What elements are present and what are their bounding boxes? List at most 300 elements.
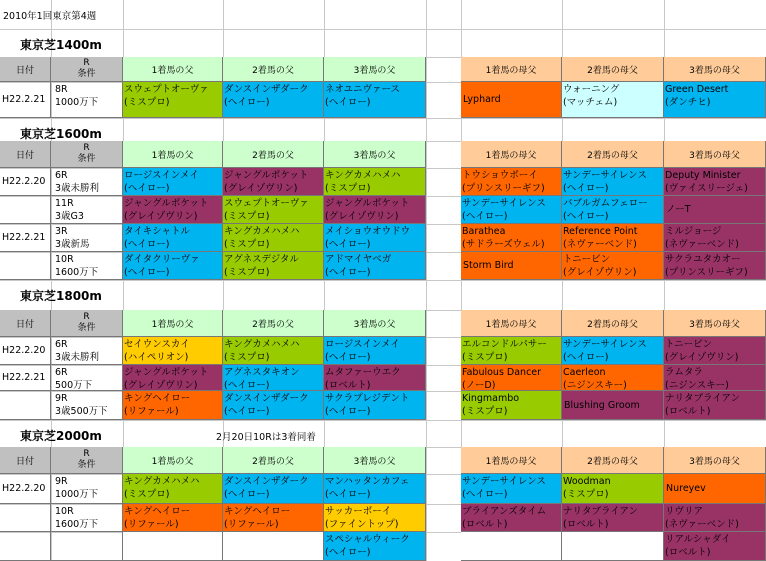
sire-column-header: [223, 310, 324, 337]
sire-name: キングヘイロー: [224, 506, 291, 517]
dam-sire-cell: [664, 168, 766, 196]
dam-sire-cell: [664, 365, 766, 391]
race-date-text: H22.2.20: [2, 483, 46, 494]
sire-cell: [324, 196, 426, 224]
dam-sire-cell: [562, 82, 664, 118]
sire-name: サッカーボーイ: [325, 506, 392, 517]
condition-header-label: 条件: [77, 460, 96, 470]
race-info: [51, 224, 123, 252]
race-info: [51, 474, 123, 504]
dam-sire-cell: [461, 391, 562, 420]
dam-sire-cell: [461, 365, 562, 391]
dam-sire-header-label: 1着馬の母父: [485, 456, 537, 467]
condition-header-label: 条件: [77, 69, 96, 79]
sire-cell: [123, 337, 223, 365]
sire-cell: [223, 224, 324, 252]
dam-sire-cell: [461, 82, 562, 118]
dam-sire-name: リヴリア: [665, 506, 704, 517]
race-date: [0, 196, 51, 224]
race-header-label: R: [83, 312, 90, 322]
dam-sire-header-label: 3着馬の母父: [689, 319, 740, 330]
dam-sire-header-label: 2着馬の母父: [587, 65, 638, 76]
dam-sire-lineage: (ヴァイスリージェ): [665, 183, 748, 194]
sire-name: ジャングルポケット: [124, 367, 209, 378]
dam-sire-name: Reference Point: [563, 226, 638, 237]
race-date: [0, 504, 51, 532]
dam-sire-cell: [562, 252, 664, 280]
sire-cell: [123, 474, 223, 504]
race-condition: 3歳500万下: [55, 406, 108, 417]
sire-lineage: (ヘイロー): [325, 547, 371, 558]
sire-lineage: (ヘイロー): [325, 267, 371, 278]
race-number: 6R: [55, 367, 68, 378]
dam-sire-name: エルコンドルパサー: [462, 339, 547, 350]
dam-sire-lineage: (ヘイロー): [563, 352, 609, 363]
sire-name: キングカメハメハ: [325, 170, 401, 181]
dam-sire-lineage: (グレイゾヴリン): [665, 352, 739, 363]
sire-column-header: [324, 310, 426, 337]
race-info: [51, 504, 123, 532]
dam-sire-lineage: (ロベルト): [563, 519, 609, 530]
sire-header-label: 3着馬の父: [353, 456, 396, 467]
sire-cell: [324, 168, 426, 196]
sire-header-label: 3着馬の父: [353, 150, 396, 161]
race-header-label: R: [83, 58, 90, 68]
race-date: [0, 337, 51, 365]
sire-cell: [223, 196, 324, 224]
date-column-header: [0, 447, 51, 474]
race-date: [0, 532, 51, 561]
race-number: 10R: [55, 254, 74, 265]
gridline: [0, 118, 766, 119]
dam-sire-column-header: [461, 141, 562, 168]
dam-sire-lineage: (ミスプロ): [462, 406, 508, 417]
sire-name: ダンスインザダーク: [224, 84, 309, 95]
sire-lineage: (ミスプロ): [224, 211, 270, 222]
sire-lineage: (ヘイロー): [224, 406, 270, 417]
dam-sire-name: サンデーサイレンス: [563, 339, 647, 350]
race-info: [51, 168, 123, 196]
dam-sire-column-header: [562, 310, 664, 337]
dam-sire-lineage: (ヘイロー): [462, 211, 508, 222]
dam-sire-name: Woodman: [563, 476, 611, 487]
sire-cell: [324, 391, 426, 420]
dam-sire-cell: [664, 504, 766, 532]
dam-sire-cell: [664, 391, 766, 420]
race-condition: 1600万下: [55, 519, 99, 530]
race-number: 10R: [55, 506, 74, 517]
sire-column-header: [324, 141, 426, 168]
dam-sire-cell: [562, 224, 664, 252]
sire-lineage: (ミスプロ): [224, 352, 270, 363]
dam-sire-column-header: [562, 141, 664, 168]
dam-sire-name: トニービン: [665, 339, 713, 350]
dam-sire-header-label: 2着馬の母父: [587, 319, 638, 330]
race-column-header: [51, 310, 123, 337]
sire-cell: [324, 82, 426, 118]
sire-header-label: 1着馬の父: [151, 65, 194, 76]
dam-sire-cell: [562, 168, 664, 196]
section-title: 東京芝1800m: [20, 289, 102, 303]
date-column-header: [0, 57, 51, 82]
dam-sire-header-label: 1着馬の母父: [485, 319, 537, 330]
dam-sire-lineage: (ノーD): [462, 380, 496, 391]
dam-sire-header-label: 1着馬の母父: [485, 150, 537, 161]
sire-lineage: (グレイゾヴリン): [224, 183, 298, 194]
race-date: [0, 365, 51, 391]
dam-sire-cell: [664, 224, 766, 252]
sire-header-label: 1着馬の父: [151, 150, 194, 161]
sire-cell: [223, 168, 324, 196]
dam-sire-name: サンデーサイレンス: [462, 198, 546, 209]
race-condition: 3歳G3: [55, 211, 84, 222]
dam-sire-cell: [461, 474, 562, 504]
sire-cell: [223, 252, 324, 280]
sire-lineage: (ヘイロー): [224, 380, 270, 391]
section-title: 東京芝1600m: [20, 127, 102, 141]
sire-lineage: (ハイペリオン): [124, 352, 189, 363]
date-header-label: 日付: [15, 65, 34, 76]
sire-lineage: (リファール): [224, 519, 279, 530]
sire-cell: [123, 252, 223, 280]
sire-cell: [223, 474, 324, 504]
sire-name: ダンスインザダーク: [224, 393, 309, 404]
dam-sire-name: Kingmambo: [462, 393, 520, 404]
dam-sire-lineage: (ミスプロ): [462, 352, 508, 363]
dam-sire-name: ブライアンズタイム: [462, 506, 547, 517]
race-date: [0, 252, 51, 280]
dam-sire-name: Green Desert: [665, 84, 729, 95]
dam-sire-header-label: 3着馬の母父: [689, 65, 740, 76]
race-info: [51, 391, 123, 420]
race-date: [0, 82, 51, 118]
sire-lineage: (ファイントップ): [325, 519, 399, 530]
dam-sire-header-label: 3着馬の母父: [689, 456, 740, 467]
dam-sire-name: Lyphard: [463, 94, 501, 105]
race-number: 3R: [55, 226, 68, 237]
condition-header-label: 条件: [77, 323, 96, 333]
race-number: 6R: [55, 170, 68, 181]
dam-sire-cell: [562, 337, 664, 365]
dam-sire-name: ノーT: [666, 204, 691, 215]
sire-name: ジャングルポケット: [124, 198, 209, 209]
sire-lineage: (ヘイロー): [224, 489, 270, 500]
sire-lineage: (ヘイロー): [124, 239, 170, 250]
sire-lineage: (ミスプロ): [224, 239, 270, 250]
sire-header-label: 2着馬の父: [252, 150, 294, 161]
race-condition: 500万下: [55, 380, 93, 391]
sire-cell: [223, 337, 324, 365]
sire-cell: [223, 82, 324, 118]
dam-sire-column-header: [461, 310, 562, 337]
dam-sire-lineage: (ヘイロー): [462, 489, 508, 500]
date-column-header: [0, 310, 51, 337]
sire-lineage: (ミスプロ): [124, 489, 170, 500]
race-condition: 1000万下: [55, 489, 99, 500]
dam-sire-name: トウショウボーイ: [462, 170, 538, 181]
sire-lineage: (ロベルト): [325, 380, 371, 391]
dam-sire-cell: [461, 252, 562, 280]
dam-sire-lineage: (ロベルト): [665, 547, 711, 558]
date-header-label: 日付: [15, 319, 34, 330]
sire-cell: [324, 252, 426, 280]
sire-lineage: (ミスプロ): [325, 183, 371, 194]
sire-column-header: [123, 447, 223, 474]
sire-header-label: 3着馬の父: [353, 65, 396, 76]
race-column-header: [51, 57, 123, 82]
sire-header-label: 1着馬の父: [151, 319, 194, 330]
dam-sire-cell: [461, 504, 562, 532]
gridline: [0, 420, 766, 421]
dam-sire-column-header: [664, 447, 766, 474]
dam-sire-cell: [664, 196, 766, 224]
dam-sire-cell: [664, 252, 766, 280]
sire-cell: [123, 391, 223, 420]
sire-cell: [324, 474, 426, 504]
sire-name: ムタファーウエク: [325, 367, 401, 378]
dam-sire-cell: [461, 337, 562, 365]
race-date-text: H22.2.21: [2, 232, 46, 243]
race-info: [51, 252, 123, 280]
dam-sire-column-header: [461, 447, 562, 474]
dam-sire-cell: [664, 82, 766, 118]
sire-cell: [123, 224, 223, 252]
sire-column-header: [123, 57, 223, 82]
sire-lineage: (ヘイロー): [325, 406, 371, 417]
sire-name: スウェプトオーヴァ: [124, 84, 209, 95]
date-column-header: [0, 141, 51, 168]
dam-sire-name: バブルガムフェロー: [563, 198, 648, 209]
dam-sire-header-label: 2着馬の母父: [587, 456, 638, 467]
sire-lineage: (リファール): [124, 406, 179, 417]
sire-name: ダイタクリーヴァ: [124, 254, 200, 265]
dam-sire-header-label: 1着馬の母父: [485, 65, 537, 76]
sire-lineage: (グレイゾヴリン): [124, 380, 198, 391]
dam-sire-column-header: [461, 57, 562, 82]
sire-cell: [324, 224, 426, 252]
date-header-label: 日付: [15, 150, 34, 161]
dam-sire-name: Barathea: [462, 226, 506, 237]
sire-lineage: (ヘイロー): [325, 97, 371, 108]
dam-sire-cell: [562, 504, 664, 532]
race-date: [0, 391, 51, 420]
dam-sire-lineage: (ニジンスキー): [563, 380, 627, 391]
gridline: [0, 280, 766, 281]
dam-sire-cell: [664, 474, 766, 504]
race-number: 9R: [55, 476, 68, 487]
sire-name: メイショウオウドウ: [325, 226, 411, 237]
sire-name: アグネスタキオン: [224, 367, 300, 378]
race-number: 6R: [55, 339, 68, 350]
sire-cell: [223, 504, 324, 532]
gridline: [0, 29, 766, 30]
race-date-text: H22.2.20: [2, 345, 46, 356]
race-info: [51, 82, 123, 118]
sire-cell: [123, 196, 223, 224]
sire-column-header: [123, 141, 223, 168]
sire-column-header: [223, 141, 324, 168]
dam-sire-lineage: (ロベルト): [462, 519, 508, 530]
dam-sire-header-label: 2着馬の母父: [587, 150, 638, 161]
dam-sire-name: Blushing Groom: [564, 399, 640, 411]
dam-sire-column-header: [562, 447, 664, 474]
sire-column-header: [223, 57, 324, 82]
sire-cell: [324, 337, 426, 365]
dam-sire-name: ミルジョージ: [665, 226, 722, 237]
race-info: [51, 337, 123, 365]
sire-name: スウェプトオーヴァ: [224, 198, 309, 209]
sire-column-header: [324, 447, 426, 474]
sire-column-header: [123, 310, 223, 337]
sire-name: ロージスインメイ: [325, 339, 400, 350]
sire-lineage: (ヘイロー): [325, 489, 371, 500]
sire-cell: [223, 365, 324, 391]
dam-sire-name: サンデーサイレンス: [563, 170, 647, 181]
dam-sire-column-header: [562, 57, 664, 82]
sire-header-label: 2着馬の父: [252, 65, 294, 76]
section-title: 東京芝2000m: [20, 429, 102, 443]
dam-sire-lineage: (ネヴァーベンド): [665, 519, 739, 530]
dam-sire-lineage: (ミスプロ): [563, 489, 609, 500]
dam-sire-name: Storm Bird: [463, 260, 514, 271]
dam-sire-name: ナリタブライアン: [665, 393, 741, 404]
sire-lineage: (ヘイロー): [325, 352, 371, 363]
dam-sire-cell: [562, 365, 664, 391]
dam-sire-column-header: [664, 310, 766, 337]
sire-name: マンハッタンカフェ: [325, 476, 410, 487]
dam-sire-cell: [461, 196, 562, 224]
race-condition: 3歳新馬: [55, 239, 90, 250]
race-info: [51, 365, 123, 391]
race-condition: 3歳未勝利: [55, 183, 100, 194]
dam-sire-name: サンデーサイレンス: [462, 476, 546, 487]
sire-header-label: 3着馬の父: [353, 319, 396, 330]
dam-sire-lineage: (マッチェム): [563, 97, 618, 108]
condition-header-label: 条件: [77, 154, 96, 164]
sire-name: ネオユニヴァース: [325, 84, 401, 95]
sire-header-label: 1着馬の父: [151, 456, 194, 467]
race-info: [51, 532, 123, 561]
race-number: 9R: [55, 393, 68, 404]
sire-name: ジャングルポケット: [325, 198, 410, 209]
sire-name: キングカメハメハ: [224, 226, 300, 237]
sire-header-label: 2着馬の父: [252, 319, 294, 330]
race-date-text: H22.2.21: [2, 372, 46, 383]
dam-sire-cell: [664, 337, 766, 365]
race-header-label: R: [83, 449, 90, 459]
sire-lineage: (リファール): [124, 519, 179, 530]
sire-name: スペシャルウィーク: [325, 534, 410, 545]
race-date-text: H22.2.21: [2, 94, 46, 105]
sire-cell: [223, 532, 324, 561]
sire-lineage: (ミスプロ): [124, 97, 170, 108]
sheet-title: 2010年1回東京第4週: [3, 11, 97, 22]
dam-sire-cell: [562, 196, 664, 224]
sire-name: キングヘイロー: [124, 506, 191, 517]
dam-sire-name: ウォーニング: [563, 84, 620, 95]
dam-sire-name: Fabulous Dancer: [462, 367, 542, 378]
sire-cell: [123, 365, 223, 391]
race-info: [51, 196, 123, 224]
sire-header-label: 2着馬の父: [252, 456, 294, 467]
sire-name: アドマイヤベガ: [325, 254, 392, 265]
sire-cell: [223, 391, 324, 420]
dam-sire-cell: [562, 474, 664, 504]
race-column-header: [51, 141, 123, 168]
sire-name: ロージスインメイ: [124, 170, 199, 181]
dam-sire-name: Deputy Minister: [665, 170, 741, 181]
sire-cell: [123, 168, 223, 196]
sire-name: ジャングルポケット: [224, 170, 309, 181]
sire-name: タイキシャトル: [124, 226, 191, 237]
dam-sire-name: Caerleon: [563, 367, 606, 378]
sire-lineage: (ヘイロー): [124, 183, 170, 194]
dam-sire-cell: [664, 532, 766, 561]
sire-cell: [324, 504, 426, 532]
dam-sire-lineage: (ヘイロー): [563, 211, 609, 222]
dam-sire-name: Nureyev: [666, 483, 706, 494]
sire-cell: [123, 504, 223, 532]
race-number: 8R: [55, 84, 68, 95]
sire-cell: [324, 532, 426, 561]
race-date: [0, 168, 51, 196]
sire-name: アグネスデジタル: [224, 254, 299, 265]
dam-sire-lineage: (グレイゾヴリン): [563, 267, 637, 278]
dam-sire-cell: [461, 532, 562, 561]
dam-sire-name: リアルシャダイ: [665, 534, 731, 545]
sire-lineage: (ヘイロー): [124, 267, 170, 278]
section-title: 東京芝1400m: [20, 38, 102, 52]
race-date: [0, 474, 51, 504]
sire-name: キングカメハメハ: [124, 476, 200, 487]
sire-cell: [123, 82, 223, 118]
dam-sire-cell: [461, 168, 562, 196]
date-header-label: 日付: [15, 456, 34, 467]
dam-sire-column-header: [664, 141, 766, 168]
sire-cell: [324, 365, 426, 391]
sire-lineage: (ヘイロー): [224, 97, 270, 108]
dam-sire-cell: [562, 532, 664, 561]
dam-sire-lineage: (サドラーズウェル): [462, 239, 545, 250]
sire-lineage: (グレイゾヴリン): [124, 211, 198, 222]
sire-column-header: [324, 57, 426, 82]
dam-sire-name: ナリタブライアン: [563, 506, 639, 517]
sire-name: セイウンスカイ: [124, 339, 190, 350]
sire-column-header: [223, 447, 324, 474]
race-condition: 1600万下: [55, 267, 99, 278]
sire-lineage: (グレイゾヴリン): [325, 211, 399, 222]
dam-sire-lineage: (ネヴァーベンド): [563, 239, 637, 250]
race-condition: 1000万下: [55, 97, 99, 108]
race-number: 11R: [55, 198, 74, 209]
dam-sire-name: トニービン: [563, 254, 611, 265]
sire-lineage: (ミスプロ): [224, 267, 270, 278]
race-header-label: R: [83, 143, 90, 153]
dam-sire-column-header: [664, 57, 766, 82]
dam-sire-name: サクラユタカオー: [665, 254, 741, 265]
dam-sire-lineage: (プリンスリーギフ): [462, 183, 545, 194]
sire-name: ダンスインザダーク: [224, 476, 309, 487]
sire-name: キングカメハメハ: [224, 339, 300, 350]
sire-lineage: (ヘイロー): [325, 239, 371, 250]
sire-name: サクラプレジデント: [325, 393, 410, 404]
dam-sire-lineage: (ヘイロー): [563, 183, 609, 194]
dam-sire-lineage: (プリンスリーギフ): [665, 267, 748, 278]
dam-sire-lineage: (ネヴァーベンド): [665, 239, 739, 250]
dam-sire-lineage: (ニジンスキー): [665, 380, 729, 391]
dam-sire-cell: [562, 391, 664, 420]
race-date-text: H22.2.20: [2, 176, 46, 187]
